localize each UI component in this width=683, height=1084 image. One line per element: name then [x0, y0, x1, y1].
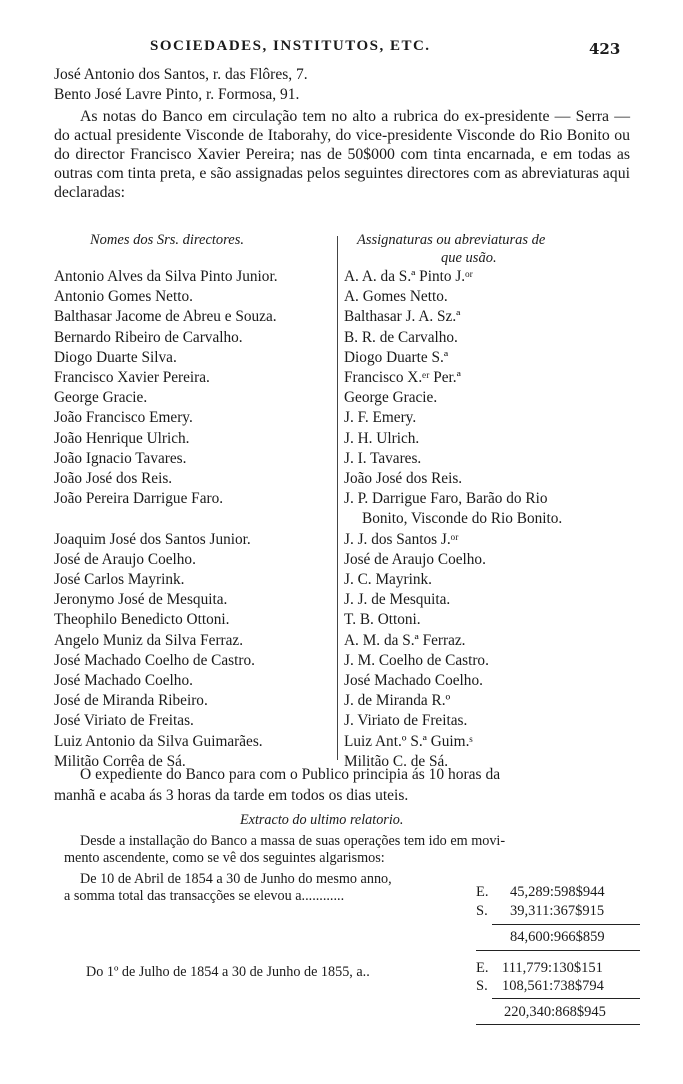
director-name: João Henrique Ulrich. [54, 429, 190, 447]
director-name: João Pereira Darrigue Faro. [54, 490, 224, 508]
period1-line-2: a somma total das transacções se elevou a............ [64, 888, 345, 904]
director-name: João José dos Reis. [54, 470, 173, 487]
director-name: Luiz Antonio da Silva Guimarães. [54, 732, 263, 750]
notes-paragraph-text: As notas do Banco em circulação tem no alto a rubrica do ex-presidente — Serra — do actual presidente Visconde de Itaborahy, do vice-presidente Visconde do Rio Bonito ou do director Francisco Xavier Pereira; nas de 50$000 com tinta encarnada, e em todas as outras com tinta preta, e são assignadas pelos seguintes directores com as abreviaturas aqui declaradas: [54, 108, 630, 201]
director-row [54, 712, 644, 733]
director-name: Jeronymo José de Mesquita. [54, 591, 228, 609]
director-signature: J. P. Darrigue Faro, Barão do Rio [344, 490, 548, 508]
director-signature: A. Gomes Netto. [344, 288, 448, 306]
director-row [54, 369, 644, 390]
period1-total: 84,600:966$859 [510, 929, 605, 945]
period2-line: Do 1º de Julho de 1854 a 30 de Junho de 1855, a.. [86, 964, 370, 980]
director-row [54, 389, 644, 410]
director-signature: J. C. Mayrink. [344, 571, 432, 588]
director-name: José de Araujo Coelho. [54, 550, 196, 568]
period1-line-1: De 10 de Abril de 1854 a 30 de Junho do mesmo anno, [80, 871, 392, 887]
period2-e-label: E. [476, 960, 489, 976]
director-name: Balthasar Jacome de Abreu e Souza. [54, 308, 277, 326]
director-signature: J. J. dos Santos J.ᵒʳ [344, 530, 459, 548]
director-signature: José Machado Coelho. [344, 672, 483, 689]
director-signature: João José dos Reis. [344, 470, 463, 487]
director-signature: T. B. Ottoni. [344, 611, 421, 629]
names-column-header: Nomes dos Srs. directores. [90, 232, 244, 248]
director-name: José Carlos Mayrink. [54, 571, 185, 588]
director-signature: Luiz Ant.º S.ª Guim.ˢ [344, 732, 473, 750]
director-row [54, 288, 644, 309]
director-row [54, 733, 644, 754]
extract-intro-1: Desde a installação do Banco a massa de suas operações tem ido em movi- [80, 833, 506, 849]
director-row [54, 611, 644, 632]
director-row [54, 409, 644, 430]
director-row [54, 591, 644, 612]
director-signature: Militão C. de Sá. [344, 752, 449, 770]
director-signature: A. A. da S.ª Pinto J.ᵒʳ [344, 268, 473, 285]
period2-s-value: 108,561:738$794 [502, 978, 604, 994]
director-name: Diogo Duarte Silva. [54, 348, 177, 366]
intro-line-1: José Antonio dos Santos, r. das Flôres, 7. [54, 66, 308, 83]
period2-e-value: 111,779:130$151 [502, 960, 603, 976]
signatures-column-header-cont: que usão. [441, 250, 497, 266]
period1-e-label: E. [476, 884, 489, 900]
intro-line-2: Bento José Lavre Pinto, r. Formosa, 91. [54, 86, 300, 103]
director-signature: J. I. Tavares. [344, 449, 422, 467]
extract-title: Extracto do ultimo relatorio. [240, 812, 404, 828]
director-signature: J. Viriato de Freitas. [344, 712, 468, 730]
hours-line-1: O expediente do Banco para com o Publico principia ás 10 horas da [80, 766, 501, 783]
period2-bottom-rule [476, 1024, 640, 1025]
director-row [54, 430, 644, 451]
director-row [54, 652, 644, 673]
director-name: Joaquim José dos Santos Junior. [54, 530, 251, 548]
director-signature: A. M. da S.ª Ferraz. [344, 631, 466, 649]
period2-total: 220,340:868$945 [504, 1004, 606, 1020]
director-signature: J. J. de Mesquita. [344, 591, 451, 609]
director-name: Antonio Gomes Netto. [54, 288, 193, 306]
extract-intro-2: mento ascendente, como se vê dos seguintes algarismos: [64, 850, 385, 866]
director-row [54, 571, 644, 592]
period1-s-label: S. [476, 903, 488, 919]
director-name: Bernardo Ribeiro de Carvalho. [54, 328, 243, 346]
director-signature: Diogo Duarte S.ª [344, 348, 449, 366]
period2-s-label: S. [476, 978, 488, 994]
director-name: José Machado Coelho de Castro. [54, 651, 255, 669]
director-signature: José de Araujo Coelho. [344, 550, 486, 568]
running-header: SOCIEDADES, INSTITUTOS, ETC. [150, 38, 431, 54]
director-row [54, 349, 644, 370]
director-signature: J. de Miranda R.º [344, 692, 451, 710]
director-name: Theophilo Benedicto Ottoni. [54, 611, 230, 629]
director-name: João Ignacio Tavares. [54, 449, 187, 467]
director-row [54, 490, 644, 528]
director-name: Angelo Muniz da Silva Ferraz. [54, 631, 244, 649]
director-row [54, 268, 644, 289]
director-name: João Francisco Emery. [54, 409, 193, 427]
period1-sum-rule [492, 924, 640, 925]
director-row [54, 329, 644, 350]
director-name: Francisco Xavier Pereira. [54, 369, 210, 386]
director-name: George Gracie. [54, 389, 148, 407]
director-signature: B. R. de Carvalho. [344, 328, 458, 346]
notes-paragraph [54, 107, 630, 202]
director-signature: Francisco X.ᵉʳ Per.ª [344, 369, 461, 386]
director-row [54, 672, 644, 693]
director-signature-cont: Bonito, Visconde do Rio Bonito. [362, 510, 563, 528]
hours-line-2: manhã e acaba ás 3 horas da tarde em todos os dias uteis. [54, 787, 409, 804]
director-name: Militão Corrêa de Sá. [54, 752, 186, 770]
period2-sum-rule [492, 998, 640, 999]
director-signature: George Gracie. [344, 389, 438, 407]
director-row [54, 470, 644, 491]
director-name: José Machado Coelho. [54, 672, 193, 689]
director-name: Antonio Alves da Silva Pinto Junior. [54, 268, 278, 285]
director-row [54, 308, 644, 329]
signatures-column-header: Assignaturas ou abreviaturas de [357, 232, 546, 248]
director-row [54, 692, 644, 713]
director-signature: Balthasar J. A. Sz.ª [344, 308, 461, 326]
page-number: 423 [589, 40, 621, 58]
director-signature: J. H. Ulrich. [344, 429, 420, 447]
period1-bottom-rule [476, 950, 640, 951]
director-row [54, 551, 644, 572]
period1-s-value: 39,311:367$915 [510, 903, 605, 919]
period1-e-value: 45,289:598$944 [510, 884, 605, 900]
director-signature: J. M. Coelho de Castro. [344, 651, 489, 669]
director-row [54, 531, 644, 552]
director-name: José de Miranda Ribeiro. [54, 692, 208, 710]
director-signature: J. F. Emery. [344, 409, 417, 427]
director-row [54, 450, 644, 471]
director-name: José Viriato de Freitas. [54, 712, 194, 730]
director-row [54, 632, 644, 653]
